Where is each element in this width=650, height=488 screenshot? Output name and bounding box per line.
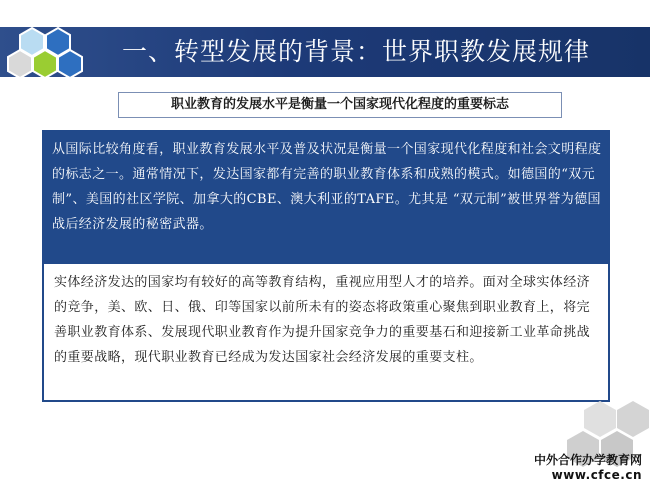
detail-paragraph: 实体经济发达的国家均有较好的高等教育结构，重视应用型人才的培养。面对全球实体经济的竞争，美、欧、日、俄、印等国家以前所未有的姿态将政策重心聚焦到职业教育上，将完善职业教育体系、发展现代职业教育作为提升国家竞争力的重要基石和迎接新工业革命挑战的重要战略，现代职业教育已经成为发达国家社会经济发展的重要支柱。: [54, 275, 591, 365]
hexagon-logo-icon: [0, 14, 110, 94]
page-title: 一、转型发展的背景：世界职教发展规律: [122, 37, 591, 66]
intro-box: [42, 130, 610, 264]
subtitle-box: 职业教育的发展水平是衡量一个国家现代化程度的重要标志: [118, 92, 562, 118]
intro-paragraph: 从国际比较角度看，职业教育发展水平及普及状况是衡量一个国家现代化程度和社会文明程度的标志之一。通常情况下，发达国家都有完善的职业教育体系和成熟的模式。如德国的“双元制”、美国的社区学院、加拿大的CBE、澳大利亚的TAFE。尤其是 “双元制”被世界誉为德国战后经济发展的秘密武器。: [52, 142, 602, 232]
detail-box: [42, 264, 610, 402]
watermark-url: www.cfce.cn: [551, 468, 642, 482]
watermark-site-name: 中外合作办学教育网: [533, 453, 642, 467]
